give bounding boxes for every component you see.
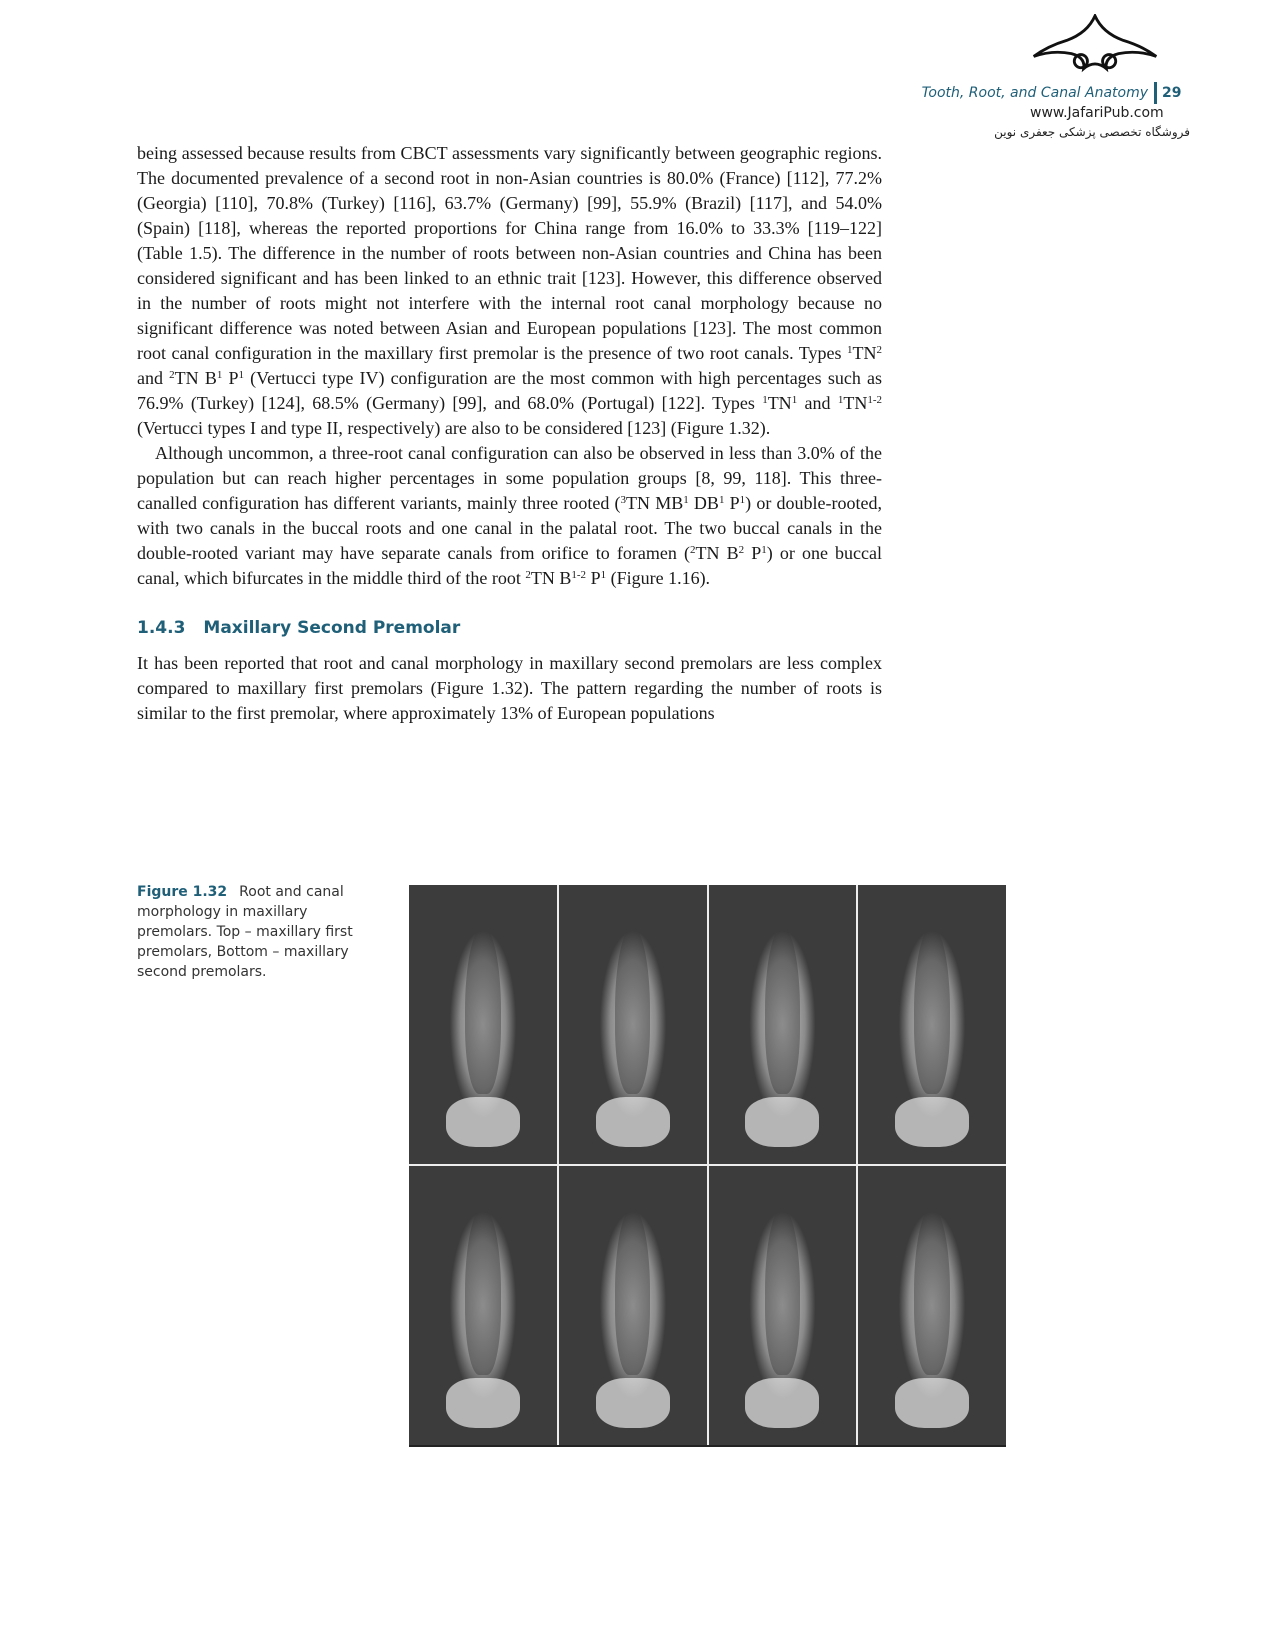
cbct-panel-second-premolar (409, 1166, 557, 1445)
superscript: 1 (718, 494, 725, 506)
superscript: 2 (738, 544, 745, 556)
cbct-panel-first-premolar (858, 885, 1006, 1164)
text-run: P (724, 493, 740, 513)
cbct-panel-first-premolar (559, 885, 707, 1164)
superscript: 1 (216, 369, 223, 381)
text-run: TN MB (626, 493, 684, 513)
text-run: ) or one buccal canal, which bifurcates in the middle third of the root (137, 543, 883, 588)
text-run: TN (843, 393, 868, 413)
superscript: 3 (620, 494, 627, 506)
figure-caption-text: Root and canal morphology in maxillary premolars. Top – maxillary first premolars, Bottom – maxillary second premolars. (137, 884, 353, 980)
superscript: 1-2 (867, 394, 882, 406)
superscript: 2 (689, 544, 696, 556)
figure-cbct-grid (409, 885, 1006, 1447)
cbct-panel-first-premolar (709, 885, 857, 1164)
superscript: 2 (169, 369, 175, 381)
text-run: TN (767, 393, 792, 413)
text-run: and (137, 368, 170, 388)
superscript: 1 (600, 569, 607, 581)
figure-caption (137, 882, 367, 982)
text-run: TN B (530, 568, 572, 588)
figure-label: Figure 1.32 (137, 884, 228, 900)
superscript: 1 (739, 494, 746, 506)
paragraph (137, 441, 882, 591)
cbct-panel-second-premolar (858, 1166, 1006, 1445)
superscript: 1 (683, 494, 689, 506)
running-title: Tooth, Root, and Canal Anatomy (921, 85, 1148, 101)
text-run: and (797, 393, 838, 413)
store-name: فروشگاه تخصصی پزشکی جعفری نوین (994, 125, 1190, 139)
text-run: TN (852, 343, 877, 363)
paragraph: It has been reported that root and canal morphology in maxillary second premolars are less complex compared to maxillary first premolars (Figure 1.32). The pattern regarding the number of roots is similar to the first premolar, where approximately 13% of European populations (137, 653, 882, 723)
text-run: TN B (695, 543, 739, 563)
watermark-url: www.JafariPub.com (1030, 105, 1164, 121)
page-number: 29 (1162, 85, 1182, 101)
text-run: DB (688, 493, 719, 513)
section-body (137, 651, 882, 726)
superscript: 1 (791, 394, 798, 406)
text-run: Although uncommon, a three-root canal configuration can also be observed in less than 3.0% of the population but can reach higher percentages in some population groups [8, 99, 118]. This three-canalled configuration has different variants, mainly three rooted ( (137, 443, 882, 513)
cbct-panel-second-premolar (559, 1166, 707, 1445)
text-run: P (222, 368, 239, 388)
page-number-bar (1154, 82, 1157, 104)
superscript: 1-2 (571, 569, 587, 581)
publisher-logo (1025, 14, 1165, 80)
superscript: 1 (837, 394, 844, 406)
superscript: 1 (238, 369, 245, 381)
paragraph (137, 141, 882, 441)
cbct-panel-second-premolar (709, 1166, 857, 1445)
text-run: P (586, 568, 601, 588)
text-run: ) or double-rooted, with two canals in the buccal roots and one canal in the palatal root. The two buccal canals in the double-rooted variant may have separate canals from orifice to foramen ( (137, 493, 882, 563)
superscript: 1 (847, 344, 853, 356)
superscript: 2 (525, 569, 531, 581)
text-run: (Vertucci type IV) configuration are the most common with high percentages such as 76.9% (Turkey) [124], 68.5% (Germany) [99], and 68.0% (Portugal) [122]. Types (137, 368, 882, 413)
cbct-panel-first-premolar (409, 885, 557, 1164)
body-text (137, 141, 882, 591)
text-run: being assessed because results from CBCT assessments vary significantly between geographic regions. The documented prevalence of a second root in non-Asian countries is 80.0% (France) [112], 77.2% (Georgia) [110], 70.8% (Turkey) [116], 63.7% (Germany) [99], 55.9% (Brazil) [117], and 54.0% (Spain) [118], whereas the reported proportions for China range from 16.0% to 33.3% [119–122] (Table 1.5). The difference in the number of roots between non-Asian countries and China has been considered significant and has been linked to an ethnic trait [123]. However, this difference observed in the number of roots might not interfere with the internal root canal morphology because no significant difference was noted between Asian and European populations [123]. The most common root canal configuration in the maxillary first premolar is the presence of two root canals. Types (137, 143, 882, 363)
superscript: 1 (761, 544, 767, 556)
text-run: (Vertucci types I and type II, respectively) are also to be considered [123] (Figure 1.32). (137, 418, 771, 438)
text-run: (Figure 1.16). (606, 568, 711, 588)
section-heading (137, 617, 882, 639)
main-column (137, 141, 882, 726)
text-run: P (744, 543, 762, 563)
text-run: TN B (174, 368, 217, 388)
section-title: Maxillary Second Premolar (203, 618, 461, 638)
superscript: 2 (876, 344, 882, 356)
superscript: 1 (762, 394, 768, 406)
section-number: 1.4.3 (137, 618, 186, 638)
